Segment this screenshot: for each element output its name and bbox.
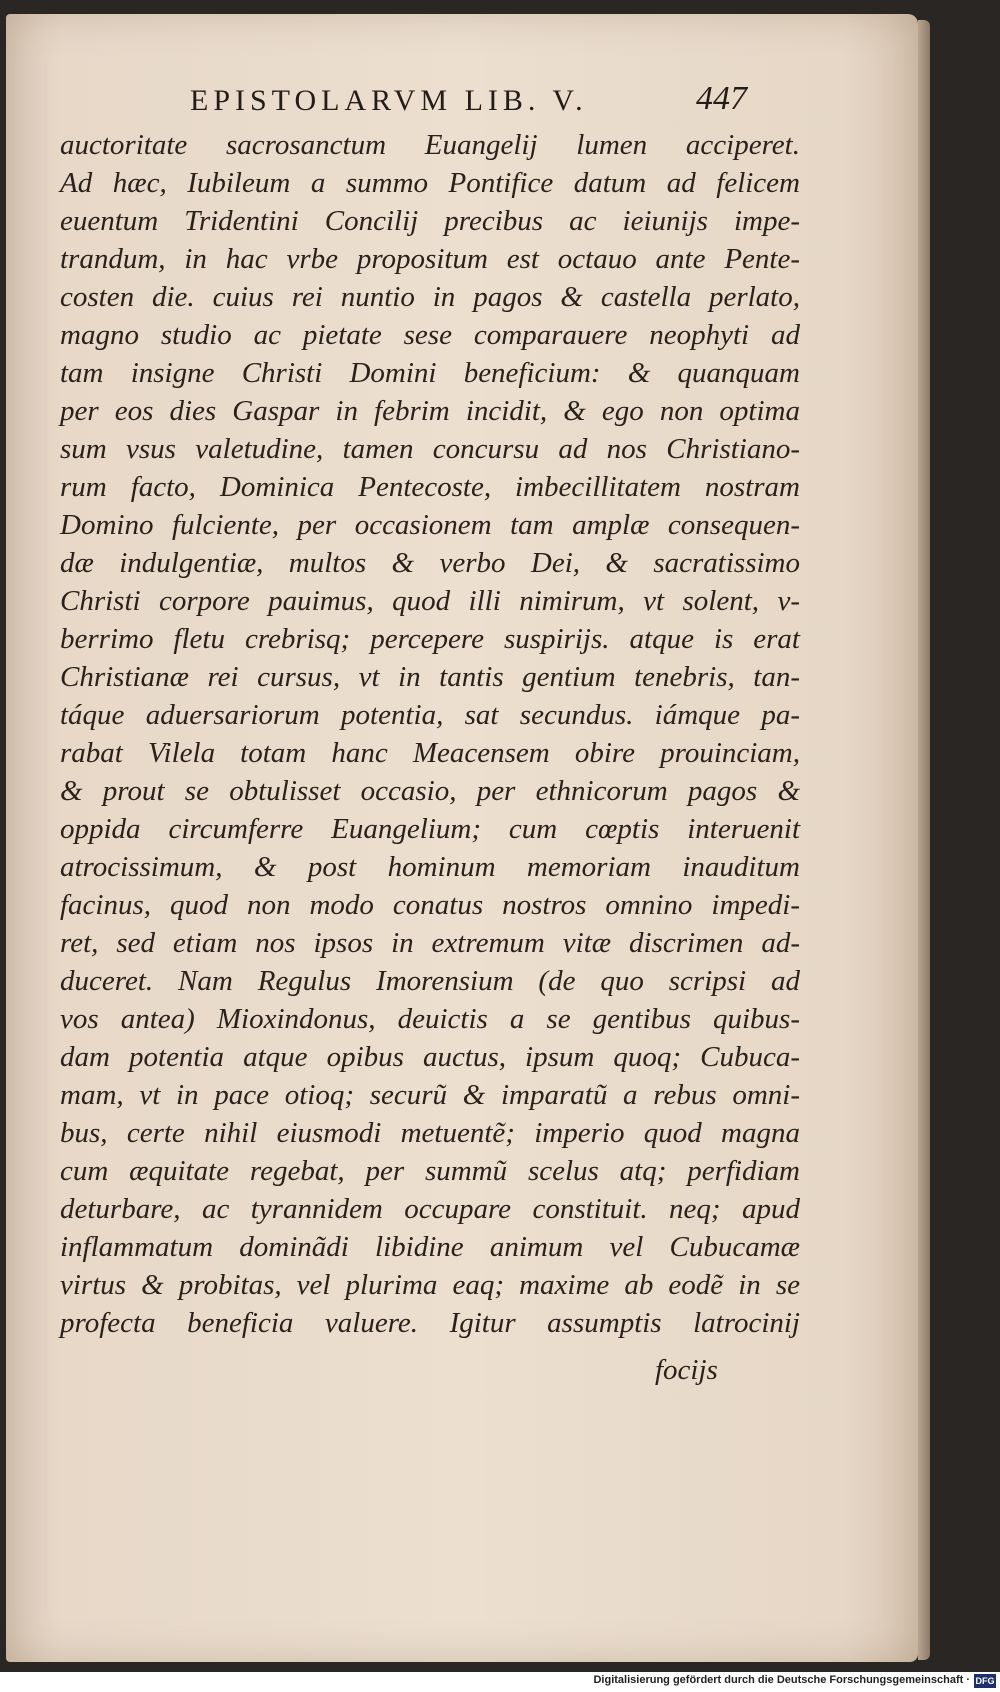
- text-line: Ad hæc, Iubileum a summo Pontifice datum ad felicem: [60, 167, 800, 199]
- text-line: rabat Vilela totam hanc Meacensem obire prouinciam,: [60, 737, 800, 769]
- dfg-logo-icon: DFG: [975, 1676, 995, 1686]
- text-line: Christi corpore pauimus, quod illi nimirum, vt solent, v-: [60, 585, 800, 617]
- text-line: costen die. cuius rei nuntio in pagos & castella perlato,: [60, 281, 800, 313]
- text-line: profecta beneficia valuere. Igitur assumptis latrocinij: [60, 1307, 800, 1339]
- text-line: inflammatum dominãdi libidine animum vel Cubucamæ: [60, 1231, 800, 1263]
- text-line: rum facto, Dominica Pentecoste, imbecillitatem nostram: [60, 471, 800, 503]
- text-line: Domino fulciente, per occasionem tam amplæ consequen-: [60, 509, 800, 541]
- text-line: dam potentia atque opibus auctus, ipsum quoq; Cubuca-: [60, 1041, 800, 1073]
- page-number: 447: [696, 80, 747, 117]
- funding-credit: Digitalisierung gefördert durch die Deutsche Forschungsgemeinschaft ·: [593, 1674, 970, 1686]
- running-head: EPISTOLARVM LIB. V.: [190, 84, 588, 117]
- text-line: dæ indulgentiæ, multos & verbo Dei, & sacratissimo: [60, 547, 800, 579]
- text-line: facinus, quod non modo conatus nostros omnino impedi-: [60, 889, 800, 921]
- text-line: magno studio ac pietate sese comparauere neophyti ad: [60, 319, 800, 351]
- catchword: focijs: [655, 1354, 718, 1386]
- text-line: tam insigne Christi Domini beneficium: & quanquam: [60, 357, 800, 389]
- text-line: duceret. Nam Regulus Imorensium (de quo scripsi ad: [60, 965, 800, 997]
- digitization-footer: [0, 1672, 1000, 1692]
- text-line: táque aduersariorum potentia, sat secundus. iámque pa-: [60, 699, 800, 731]
- text-line: virtus & probitas, vel plurima eaq; maxime ab eodẽ in se: [60, 1269, 800, 1301]
- page-header: [190, 80, 790, 124]
- body-text: [60, 126, 800, 1342]
- text-line: trandum, in hac vrbe propositum est octauo ante Pente-: [60, 243, 800, 275]
- text-line: euentum Tridentini Concilij precibus ac ieiunijs impe-: [60, 205, 800, 237]
- text-line: bus, certe nihil eiusmodi metuentẽ; imperio quod magna: [60, 1117, 800, 1149]
- text-line: Christianæ rei cursus, vt in tantis gentium tenebris, tan-: [60, 661, 800, 693]
- text-line: sum vsus valetudine, tamen concursu ad nos Christiano-: [60, 433, 800, 465]
- text-line: atrocissimum, & post hominum memoriam inauditum: [60, 851, 800, 883]
- text-line: cum æquitate regebat, per summũ scelus atq; perfidiam: [60, 1155, 800, 1187]
- text-line: per eos dies Gaspar in febrim incidit, & ego non optima: [60, 395, 800, 427]
- page-edge: [918, 20, 930, 1660]
- text-line: oppida circumferre Euangelium; cum cœptis interuenit: [60, 813, 800, 845]
- text-line: berrimo fletu crebrisq; percepere suspirijs. atque is erat: [60, 623, 800, 655]
- text-line: & prout se obtulisset occasio, per ethnicorum pagos &: [60, 775, 800, 807]
- text-line: mam, vt in pace otioq; securũ & imparatũ a rebus omni-: [60, 1079, 800, 1111]
- text-line: deturbare, ac tyrannidem occupare constituit. neq; apud: [60, 1193, 800, 1225]
- text-line: auctoritate sacrosanctum Euangelij lumen acciperet.: [60, 129, 800, 161]
- text-line: vos antea) Mioxindonus, deuictis a se gentibus quibus-: [60, 1003, 800, 1035]
- text-line: ret, sed etiam nos ipsos in extremum vitæ discrimen ad-: [60, 927, 800, 959]
